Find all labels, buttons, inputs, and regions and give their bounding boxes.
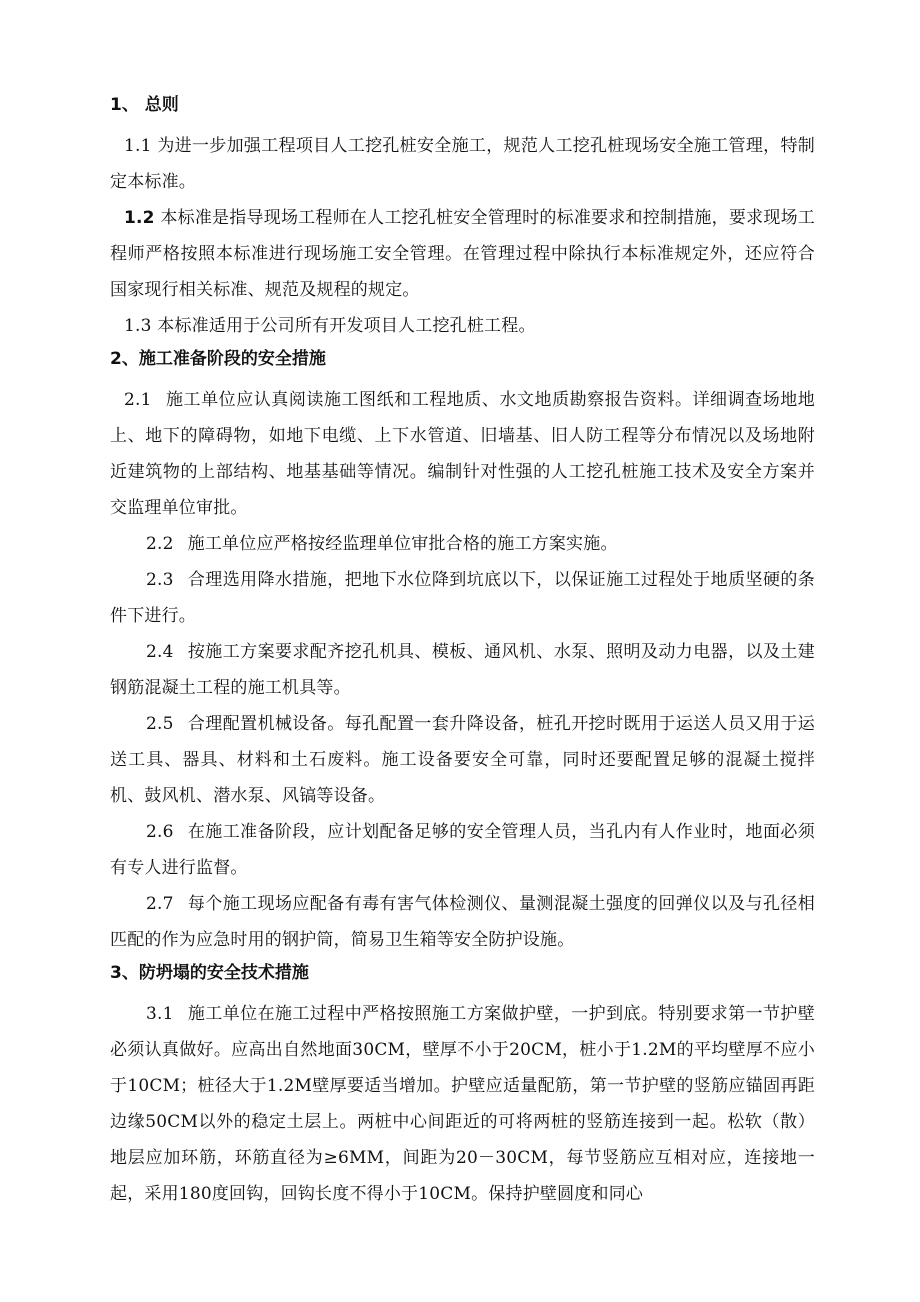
clause-number: 2.2 xyxy=(146,534,174,554)
clause-number: 2.1 xyxy=(124,390,152,410)
section-2-heading: 2、施工准备阶段的安全措施 xyxy=(110,349,326,369)
section-3-heading: 3、防坍塌的安全技术措施 xyxy=(110,963,309,983)
clause-text: 合理选用降水措施，把地下水位降到坑底以下，以保证施工过程处于地质坚硬的条件下进行。 xyxy=(110,570,815,626)
clause-number: 2.7 xyxy=(146,894,174,914)
paragraph-1-3 xyxy=(110,308,815,344)
clause-text: 施工单位应认真阅读施工图纸和工程地质、水文地质勘察报告资料。详细调查场地地上、地下的障碍物，如地下电缆、上下水管道、旧墙基、旧人防工程等分布情况以及场地附近建筑物的上部结构、地基基础等情况。编制针对性强的人工挖孔桩施工技术及安全方案并交监理单位审批。 xyxy=(110,390,815,518)
clause-number: 1.2 xyxy=(124,208,155,228)
paragraph-2-6 xyxy=(110,814,815,886)
clause-number: 1.1 xyxy=(124,136,152,156)
clause-number: 2.4 xyxy=(146,642,174,662)
clause-number: 2.6 xyxy=(146,822,174,842)
paragraph-3-1 xyxy=(110,996,815,1212)
clause-text: 为进一步加强工程项目人工挖孔桩安全施工，规范人工挖孔桩现场安全施工管理，特制定本标准。 xyxy=(110,136,815,192)
clause-text: 本标准是指导现场工程师在人工挖孔桩安全管理时的标准要求和控制措施，要求现场工程师严格按照本标准进行现场施工安全管理。在管理过程中除执行本标准规定外，还应符合国家现行相关标准、规范及规程的规定。 xyxy=(110,208,815,300)
paragraph-2-2 xyxy=(110,526,815,562)
clause-text: 在施工准备阶段，应计划配备足够的安全管理人员，当孔内有人作业时，地面必须有专人进行监督。 xyxy=(110,822,815,878)
clause-number: 2.3 xyxy=(146,570,174,590)
clause-text: 施工单位应严格按经监理单位审批合格的施工方案实施。 xyxy=(187,534,618,554)
document-page xyxy=(110,92,815,1212)
paragraph-1-2 xyxy=(110,200,815,308)
paragraph-1-1 xyxy=(110,128,815,200)
paragraph-2-7 xyxy=(110,886,815,958)
section-1-heading: 1、 总则 xyxy=(110,95,179,115)
clause-text: 合理配置机械设备。每孔配置一套升降设备，桩孔开挖时既用于运送人员又用于运送工具、器具、材料和土石废料。施工设备要安全可靠，同时还要配置足够的混凝土搅拌机、鼓风机、潜水泵、风镐等设备。 xyxy=(110,714,815,806)
clause-text: 施工单位在施工过程中严格按照施工方案做护壁，一护到底。特别要求第一节护壁必须认真做好。应高出自然地面30CM，壁厚不小于20CM，桩小于1.2M的平均壁厚不应小于10CM；桩径大于1.2M壁厚要适当增加。护壁应适量配筋，第一节护壁的竖筋应锚固再距边缘50CM以外的稳定土层上。两桩中心间距近的可将两桩的竖筋连接到一起。松软（散）地层应加环筋，环筋直径为≥6MM，间距为20－30CM，每节竖筋应互相对应，连接地一起，采用180度回钩，回钩长度不得小于10CM。保持护壁圆度和同心 xyxy=(110,1004,815,1204)
paragraph-2-1 xyxy=(110,382,815,526)
paragraph-2-5 xyxy=(110,706,815,814)
clause-text: 本标准适用于公司所有开发项目人工挖孔桩工程。 xyxy=(157,316,536,336)
clause-number: 3.1 xyxy=(146,1004,174,1024)
clause-text: 每个施工现场应配备有毒有害气体检测仪、量测混凝土强度的回弹仪以及与孔径相匹配的作为应急时用的钢护筒，简易卫生箱等安全防护设施。 xyxy=(110,894,815,950)
paragraph-2-4 xyxy=(110,634,815,706)
paragraph-2-3 xyxy=(110,562,815,634)
clause-number: 1.3 xyxy=(124,316,152,336)
clause-number: 2.5 xyxy=(146,714,174,734)
clause-text: 按施工方案要求配齐挖孔机具、模板、通风机、水泵、照明及动力电器，以及土建钢筋混凝土工程的施工机具等。 xyxy=(110,642,815,698)
